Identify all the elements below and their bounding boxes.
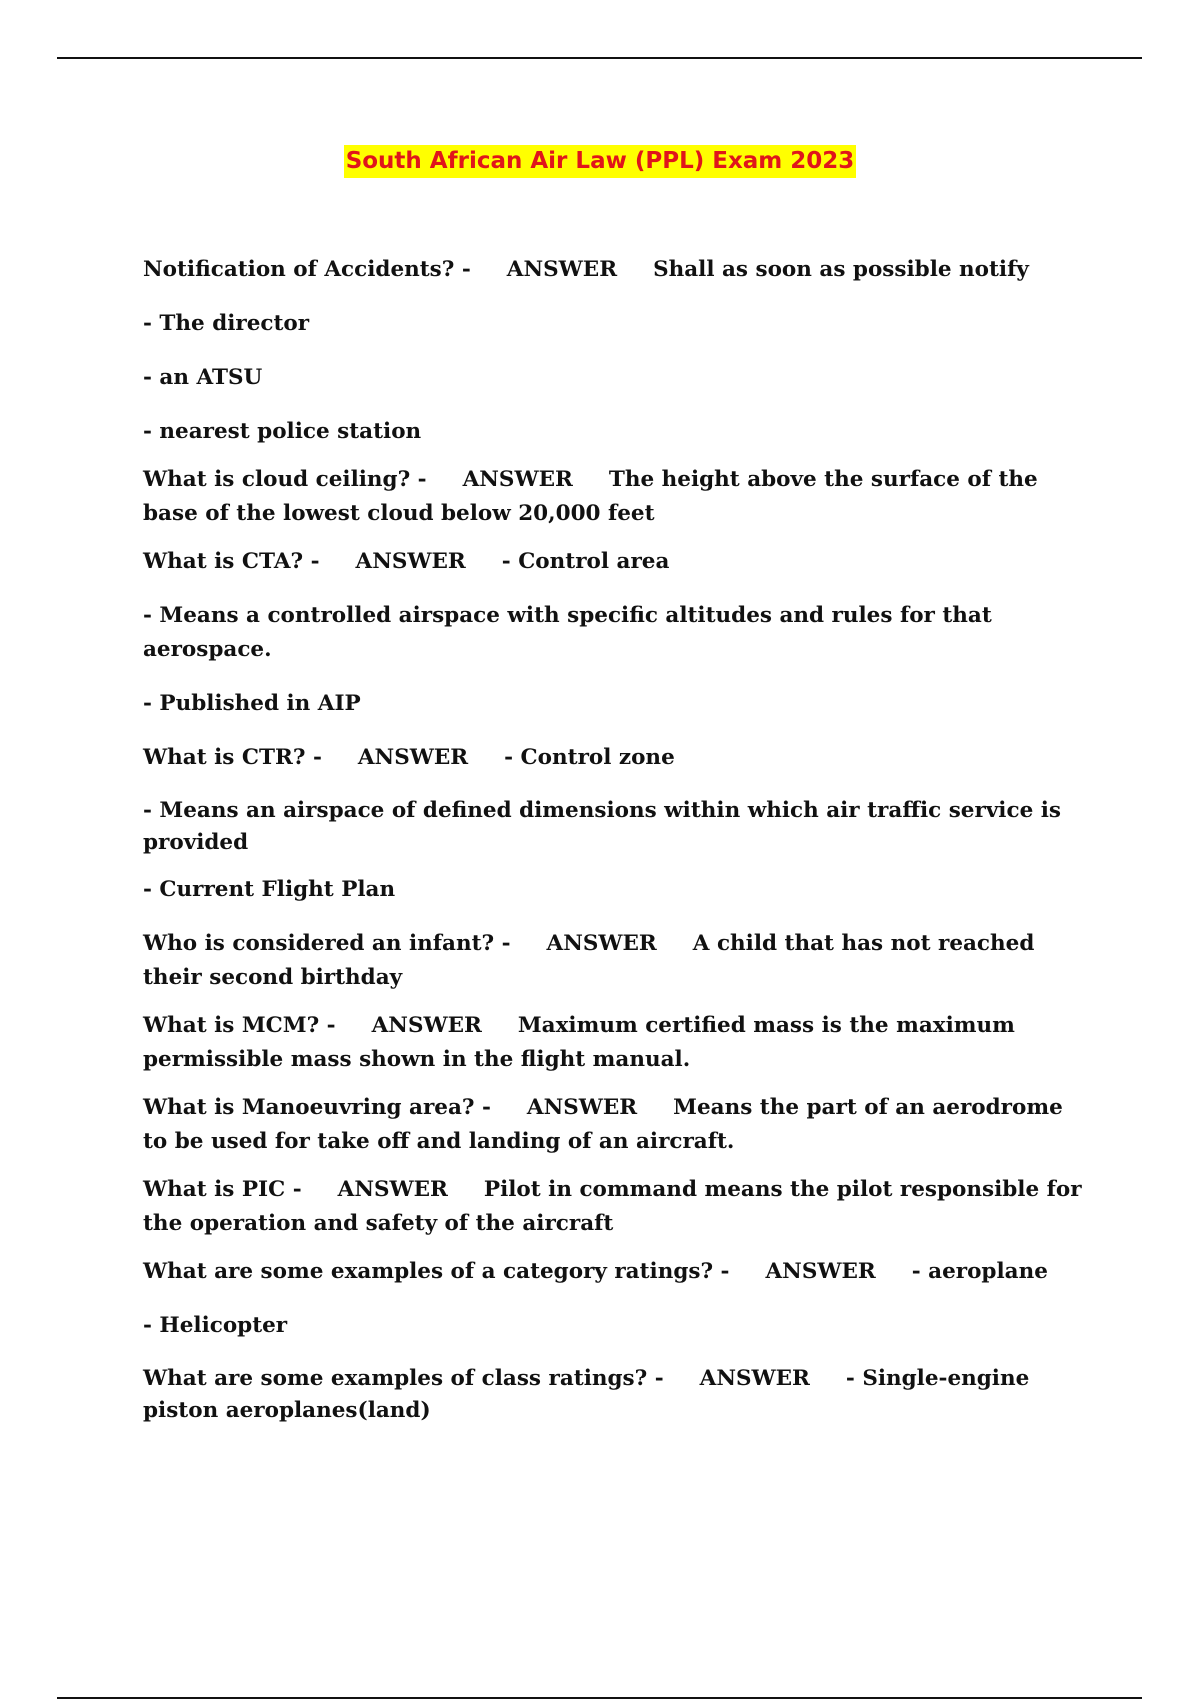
answer-label: ANSWER: [337, 1177, 448, 1202]
qa-item: [143, 545, 1093, 579]
qa-item: [143, 741, 1093, 775]
bullet-line: - Means an airspace of defined dimensions within which air traffic service is provided: [143, 798, 1062, 855]
qa-item: [143, 253, 1093, 287]
answer-label: ANSWER: [462, 467, 573, 492]
question-text: What are some examples of a category ratings? -: [143, 1259, 730, 1284]
answer-label: ANSWER: [699, 1366, 810, 1391]
answer-text: - aeroplane: [911, 1259, 1048, 1284]
question-text: What is CTR? -: [143, 745, 322, 770]
question-text: What is CTA? -: [143, 549, 320, 574]
title-container: [0, 145, 1200, 178]
bullet-line: - nearest police station: [143, 419, 422, 444]
bullet-line: - Current Flight Plan: [143, 877, 396, 902]
qa-item: [143, 1091, 1093, 1159]
question-text: What is Manoeuvring area? -: [143, 1095, 491, 1120]
answer-label: ANSWER: [526, 1095, 638, 1120]
bullet-line: - Means a controlled airspace with specific altitudes and rules for that aerospace.: [143, 603, 992, 662]
header-rule: [57, 57, 1142, 59]
question-text: Notification of Accidents? -: [143, 257, 471, 282]
bullet-line: - an ATSU: [143, 365, 263, 390]
bullet-line: - The director: [143, 311, 310, 336]
answer-text: Maximum certified mass is the maximum permissible mass shown in the flight manual.: [143, 1013, 1015, 1072]
question-text: What is PIC -: [143, 1177, 302, 1202]
qa-item: [143, 927, 1093, 995]
qa-content: [143, 253, 1093, 1447]
qa-item: [143, 463, 1093, 531]
qa-item: [143, 1009, 1093, 1077]
bullet-line: - Helicopter: [143, 1313, 288, 1338]
answer-text: - Control area: [501, 549, 670, 574]
document-title: South African Air Law (PPL) Exam 2023: [344, 145, 857, 178]
answer-text: Means the part of an aerodrome to be used for take off and landing of an aircraft.: [143, 1095, 1063, 1154]
answer-text: A child that has not reached their second birthday: [143, 931, 1035, 990]
answer-label: ANSWER: [546, 931, 657, 956]
qa-item: [143, 1363, 1093, 1427]
qa-item: [143, 1255, 1093, 1289]
question-text: Who is considered an infant? -: [143, 931, 511, 956]
footer-rule: [57, 1697, 1142, 1699]
answer-label: ANSWER: [357, 745, 469, 770]
bullet-line: - Published in AIP: [143, 691, 361, 716]
answer-text: Pilot in command means the pilot responsible for the operation and safety of the aircraft: [143, 1177, 1082, 1236]
answer-label: ANSWER: [355, 549, 466, 574]
answer-label: ANSWER: [371, 1013, 482, 1038]
answer-label: ANSWER: [765, 1259, 876, 1284]
qa-item: [143, 1173, 1093, 1241]
question-text: What are some examples of class ratings? -: [143, 1366, 664, 1391]
question-text: What is cloud ceiling? -: [143, 467, 427, 492]
question-text: What is MCM? -: [143, 1013, 336, 1038]
answer-text: - Single-engine piston aeroplanes(land): [143, 1366, 1030, 1423]
answer-text: Shall as soon as possible notify: [653, 257, 1029, 282]
answer-label: ANSWER: [506, 257, 618, 282]
answer-text: The height above the surface of the base of the lowest cloud below 20,000 feet: [143, 467, 1038, 526]
answer-text: - Control zone: [504, 745, 675, 770]
